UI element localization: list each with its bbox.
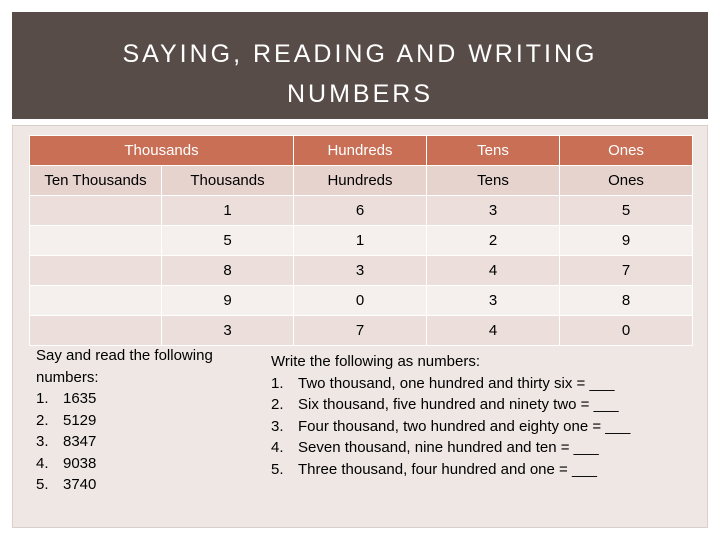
- list-text: 9038: [63, 454, 97, 472]
- table-cell: 3: [162, 316, 294, 346]
- list-number: 3.: [36, 433, 49, 450]
- list-number: 4.: [271, 439, 284, 456]
- table-row: [30, 226, 693, 256]
- table-row: [30, 286, 693, 316]
- list-item: [36, 388, 266, 410]
- table-cell: 6: [294, 196, 427, 226]
- table-cell: 2: [427, 226, 560, 256]
- table-cell: 3: [427, 196, 560, 226]
- table-cell: [30, 226, 162, 256]
- list-number: 4.: [36, 454, 49, 472]
- list-item: [36, 474, 266, 496]
- list-text: 8347: [63, 433, 97, 450]
- table-sub-header-row: [30, 166, 693, 196]
- list-number: 1.: [36, 390, 49, 407]
- list-item: [271, 459, 711, 481]
- list-number: 2.: [36, 411, 49, 429]
- list-item: [36, 410, 266, 432]
- say-and-read-task: [36, 345, 266, 496]
- sub-header-cell: Hundreds: [294, 166, 427, 196]
- sub-header-cell: Tens: [427, 166, 560, 196]
- list-text: Three thousand, four hundred and one = ___: [298, 460, 597, 478]
- table-cell: [30, 316, 162, 346]
- table-cell: 0: [294, 286, 427, 316]
- page-title: [12, 34, 708, 114]
- table-cell: 7: [560, 256, 693, 286]
- table-cell: 4: [427, 316, 560, 346]
- table-cell: 8: [162, 256, 294, 286]
- table-row: [30, 196, 693, 226]
- table-cell: 9: [560, 226, 693, 256]
- place-value-table: [29, 135, 693, 346]
- list-item: [271, 373, 711, 395]
- write-numbers-task: [271, 351, 711, 480]
- write-numbers-heading: Write the following as numbers:: [271, 353, 480, 370]
- table-cell: 3: [427, 286, 560, 316]
- list-item: [271, 437, 711, 459]
- list-text: Seven thousand, nine hundred and ten = ___: [298, 439, 599, 456]
- header-hundreds: Hundreds: [294, 136, 427, 166]
- list-item: [271, 394, 711, 416]
- table-cell: [30, 256, 162, 286]
- header-ones: Ones: [560, 136, 693, 166]
- table-cell: 8: [560, 286, 693, 316]
- header-tens: Tens: [427, 136, 560, 166]
- list-number: 1.: [271, 374, 284, 392]
- list-text: 3740: [63, 476, 97, 493]
- say-and-read-heading: Say and read the following numbers:: [36, 347, 213, 386]
- list-text: Four thousand, two hundred and eighty one = ___: [298, 417, 631, 435]
- list-item: [271, 416, 711, 438]
- list-text: Six thousand, five hundred and ninety two = ___: [298, 396, 619, 413]
- table-cell: 7: [294, 316, 427, 346]
- list-number: 2.: [271, 396, 284, 413]
- table-group-header-row: [30, 136, 693, 166]
- list-item: [36, 431, 266, 453]
- sub-header-cell: Ones: [560, 166, 693, 196]
- list-text: Two thousand, one hundred and thirty six = ___: [298, 374, 615, 392]
- title-bar: [12, 12, 708, 119]
- table-cell: [30, 196, 162, 226]
- table-cell: 9: [162, 286, 294, 316]
- list-text: 1635: [63, 390, 97, 407]
- list-number: 3.: [271, 417, 284, 435]
- table-cell: 4: [427, 256, 560, 286]
- table-row: [30, 316, 693, 346]
- write-numbers-list: [271, 373, 711, 481]
- sub-header-cell: Ten Thousands: [30, 166, 162, 196]
- table-cell: 1: [294, 226, 427, 256]
- sub-header-cell: Thousands: [162, 166, 294, 196]
- table-cell: [30, 286, 162, 316]
- list-item: [36, 453, 266, 475]
- header-thousands: Thousands: [30, 136, 294, 166]
- list-number: 5.: [36, 476, 49, 493]
- table-cell: 0: [560, 316, 693, 346]
- table-row: [30, 256, 693, 286]
- table-cell: 3: [294, 256, 427, 286]
- table-cell: 5: [560, 196, 693, 226]
- list-text: 5129: [63, 411, 97, 429]
- table-cell: 5: [162, 226, 294, 256]
- list-number: 5.: [271, 460, 284, 478]
- title-line-1: SAYING, READING AND WRITING: [122, 40, 598, 68]
- title-line-2: NUMBERS: [286, 80, 433, 108]
- table-cell: 1: [162, 196, 294, 226]
- say-and-read-list: [36, 388, 266, 496]
